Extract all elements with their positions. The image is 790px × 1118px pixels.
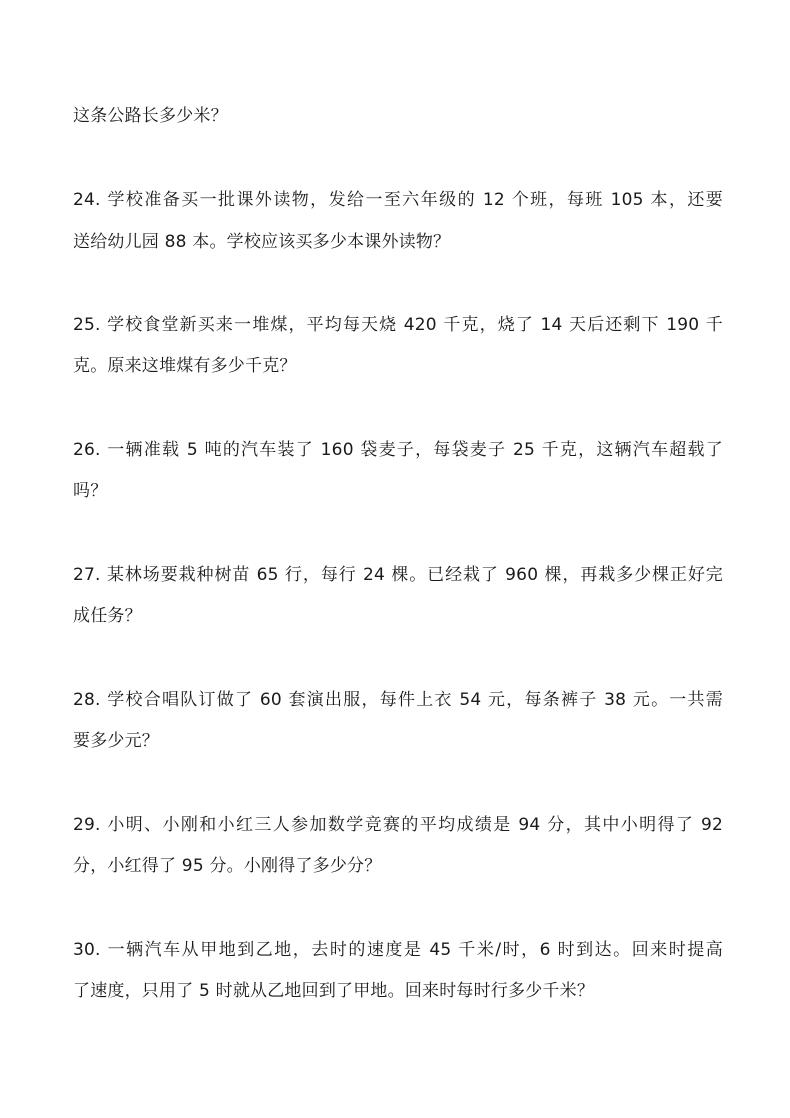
problem-28-line-1	[73, 688, 723, 712]
problem-30-number: 30.	[73, 940, 101, 960]
problem-25-line-2: 克。原来这堆煤有多少千克？	[73, 356, 297, 376]
problem-26-line-2: 吗？	[73, 481, 108, 501]
problem-27-text-1: 某林场要栽种树苗 65 行，每行 24 棵。已经栽了 960 棵，再栽多少棵正好完	[106, 565, 723, 585]
problem-28-number: 28.	[73, 690, 101, 710]
problem-24-text-1: 学校准备买一批课外读物，发给一至六年级的 12 个班，每班 105 本，还要	[107, 190, 724, 210]
problem-29-line-2: 分，小红得了 95 分。小刚得了多少分？	[73, 856, 382, 876]
problem-27-line-1	[73, 563, 723, 587]
problem-24-line-1	[73, 188, 723, 212]
problem-25-text-1: 学校食堂新买来一堆煤，平均每天烧 420 千克，烧了 14 天后还剩下 190 千	[107, 315, 723, 335]
problem-26-line-1	[73, 438, 723, 462]
problem-30-line-2: 了速度，只用了 5 时就从乙地回到了甲地。回来时每时行多少千米？	[73, 981, 595, 1001]
problem-30-text-1: 一辆汽车从甲地到乙地，去时的速度是 45 千米/时，6 时到达。回来时提高	[107, 940, 723, 960]
problem-24-number: 24.	[73, 190, 101, 210]
problem-25-line-1	[73, 313, 723, 337]
problem-25-number: 25.	[73, 315, 101, 335]
problem-29-line-1	[73, 813, 723, 837]
problem-28-text-1: 学校合唱队订做了 60 套演出服，每件上衣 54 元，每条裤子 38 元。一共需	[107, 690, 723, 710]
intro-line: 这条公路长多少米？	[73, 106, 228, 126]
problem-28-line-2: 要多少元？	[73, 731, 159, 751]
problem-29-text-1: 小明、小刚和小红三人参加数学竞赛的平均成绩是 94 分，其中小明得了 92	[107, 815, 723, 835]
problem-26-number: 26.	[73, 440, 101, 460]
problem-29-number: 29.	[73, 815, 101, 835]
problem-26-text-1: 一辆准载 5 吨的汽车装了 160 袋麦子，每袋麦子 25 千克，这辆汽车超载了	[107, 440, 723, 460]
problem-30-line-1	[73, 938, 723, 962]
problem-27-number: 27.	[73, 565, 101, 585]
problem-24-line-2: 送给幼儿园 88 本。学校应该买多少本课外读物？	[73, 232, 451, 252]
problem-27-line-2: 成任务？	[73, 606, 142, 626]
